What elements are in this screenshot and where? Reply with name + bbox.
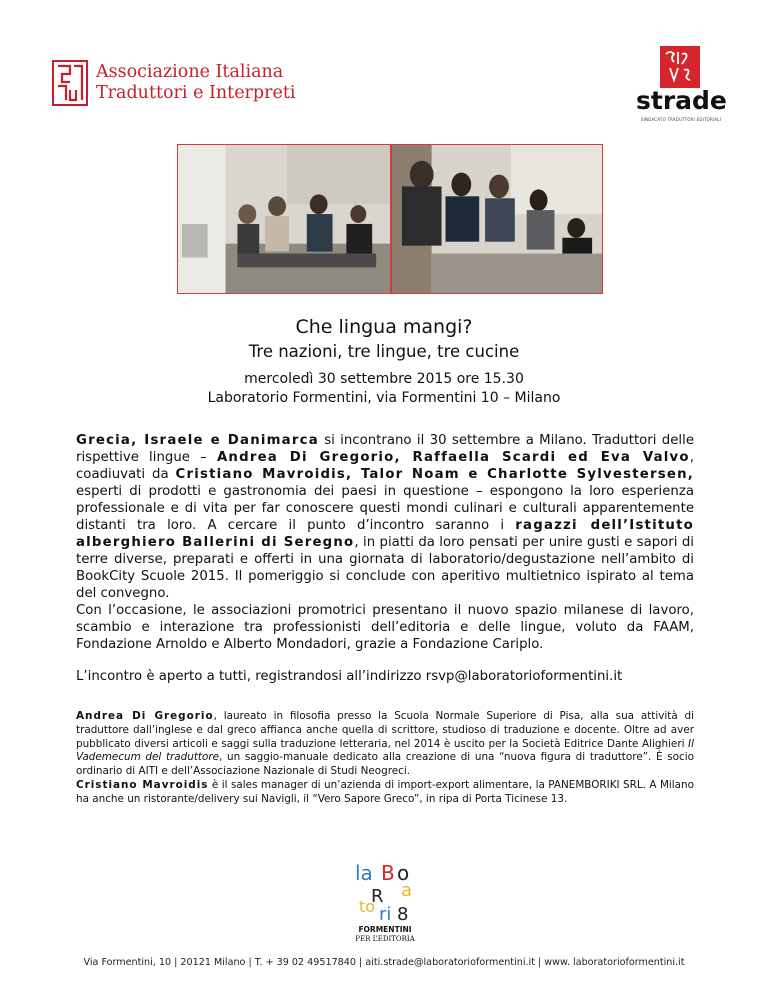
strade-tagline: SINDACATO TRADUTTORI EDITORIALI (640, 117, 722, 122)
bio-name-di-gregorio: Andrea Di Gregorio (76, 710, 214, 722)
svg-text:B: B (381, 861, 395, 885)
event-date: mercoledì 30 settembre 2015 ore 15.30 (244, 371, 524, 387)
event-subtitle: Tre nazioni, tre lingue, tre cucine (248, 342, 520, 361)
aiti-mark-icon (52, 60, 88, 106)
svg-text:la: la (355, 861, 373, 885)
school-highlight: ragazzi dell’Istituto alberghiero Ballerini di Seregno (76, 518, 694, 550)
bio-text-3: è il sales manager di un’azienda di import-export alimentare, la PANEMBORIKI SRL. A Milano ha anche un ristorante/delivery sui Navigli, il “Vero Sapore Greco”, in ripa di Porta Ticinese 13. (76, 778, 694, 805)
strade-name: strade (636, 86, 727, 115)
aiti-name-line1: Associazione Italiana (96, 62, 284, 82)
paragraph-space: Con l’occasione, le associazioni promotrici presentano il nuovo spazio milanese di lavoro, scambio e interazione tra professionisti dell’editoria e delle lingue, voluto da FAAM, Fondazione Arnoldo e Alberto Mondadori, grazie a Fondazione Cariplo. (76, 603, 694, 652)
aiti-name-line2: Traduttori e Interpreti (96, 83, 296, 103)
laboratorio-name: FORMENTINI (358, 925, 412, 934)
bio-name-mavroidis: Cristiano Mavroidis (76, 778, 209, 791)
laboratorio-subtitle: PER L’EDITORIA (355, 935, 415, 943)
book-title: Il Vademecum del traduttore (76, 737, 694, 764)
intro-text-3: esperti di prodotti e gastronomia dei paesi in questione – espongono la loro esperienza professionale e di vita per far conoscere questi mondi culinari e culturali apparentemente distanti tra loro. A cercare il punto d’incontro saranno i (76, 484, 694, 533)
event-photo-right (391, 144, 603, 294)
intro-text-2: , coadiuvati da (76, 450, 694, 482)
svg-text:o: o (397, 861, 410, 885)
bio-mavroidis (76, 779, 694, 807)
countries-highlight: Grecia, Israele e Danimarca (76, 433, 319, 448)
intro-text-4: , in piatti da loro pensati per unire gusti e sapori di terre diverse, preparati e offerti in una giornata di laboratorio/degustazione nell’ambito di BookCity Scuole 2015. Il pomeriggio si conclude con aperitivo multietnico ispirato al tema del convegno. (76, 535, 694, 601)
strade-mark-icon (660, 46, 700, 88)
svg-text:8: 8 (397, 904, 409, 925)
translators-highlight: Andrea Di Gregorio, Raffaella Scardi ed Eva Valvo (216, 450, 690, 465)
footer-address: Via Formentini, 10 | 20121 Milano | T. + 39 02 49517840 | aiti.strade@laboratorioformentini.it | www. laboratorioformentini.it (83, 957, 685, 968)
bio-text-2: , un saggio-manuale dedicato alla creazione di una “nuova figura di traduttore”. È socio ordinario di AITI e dell’Associazione Nazionale di Studi Neogreci. (76, 751, 694, 778)
strade-logo (636, 46, 726, 130)
aiti-name (96, 62, 295, 104)
aiti-logo (52, 60, 302, 110)
event-title: Che lingua mangi? (295, 316, 473, 338)
bios (76, 710, 694, 807)
bio-text-1: , laureato in filosofia presso la Scuola Normale Superiore di Pisa, alla sua attività di traduttore dall’inglese e dal greco affianca anche quella di scrittore, studioso di traduzione e docente. Oltre ad aver pubblicato diversi articoli e saggi sulla traduzione letteraria, nel 2014 è uscito per la Società Editrice Dante Alighieri (76, 710, 694, 750)
registration-line: L’incontro è aperto a tutti, registrandosi all’indirizzo rsvp@laboratorioformentini.it (76, 669, 623, 684)
intro-text-1: si incontrano il 30 settembre a Milano. Traduttori delle rispettive lingue – (76, 433, 694, 465)
event-venue: Laboratorio Formentini, via Formentini 10 – Milano (207, 390, 561, 406)
main-text (76, 432, 694, 653)
svg-text:ri: ri (379, 904, 392, 925)
bio-di-gregorio (76, 710, 694, 779)
experts-highlight: Cristiano Mavroidis, Talor Noam e Charlotte Sylvestersen, (175, 467, 694, 482)
svg-text:to: to (359, 897, 376, 916)
svg-text:R: R (371, 886, 384, 907)
svg-text:a: a (401, 880, 413, 901)
event-photo-left (177, 144, 391, 294)
paragraph-intro (76, 432, 694, 602)
